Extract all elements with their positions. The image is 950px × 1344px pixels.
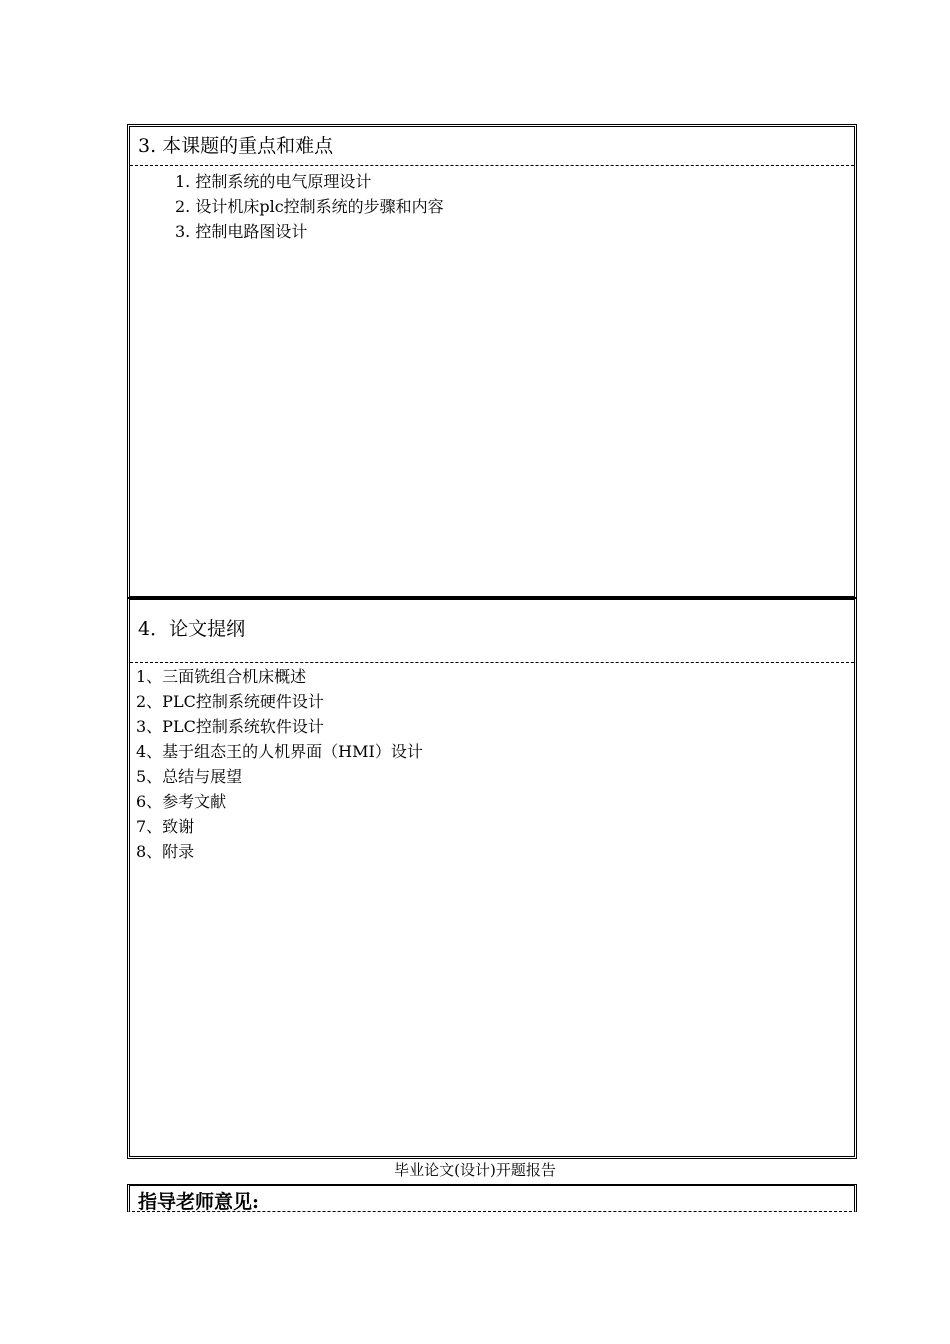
advisor-opinion-label: 指导老师意见: [138,1191,260,1213]
list-item: 3、PLC控制系统软件设计 [136,717,324,736]
key-points-list [175,169,444,244]
list-item: 6、参考文献 [136,792,227,811]
list-item: 3. 控制电路图设计 [175,222,308,241]
list-item: 2、PLC控制系统硬件设计 [136,692,324,711]
outline-list [136,664,423,864]
list-item: 1、三面铣组合机床概述 [136,667,307,686]
report-title: 毕业论文(设计)开题报告 [394,1161,556,1179]
section-header [130,600,854,663]
list-item: 1. 控制系统的电气原理设计 [175,172,372,191]
section-header [130,127,854,166]
section-outline [127,597,857,1159]
list-item: 2. 设计机床plc控制系统的步骤和内容 [175,197,444,216]
section-key-points [127,124,857,599]
list-item: 4、基于组态王的人机界面（HMI）设计 [136,742,423,761]
list-item: 8、附录 [136,842,195,861]
list-item: 7、致谢 [136,817,195,836]
section-title: 4．论文提纲 [138,618,246,640]
section-title: 3. 本课题的重点和难点 [138,135,334,157]
list-item: 5、总结与展望 [136,767,243,786]
advisor-opinion-section [127,1184,857,1212]
